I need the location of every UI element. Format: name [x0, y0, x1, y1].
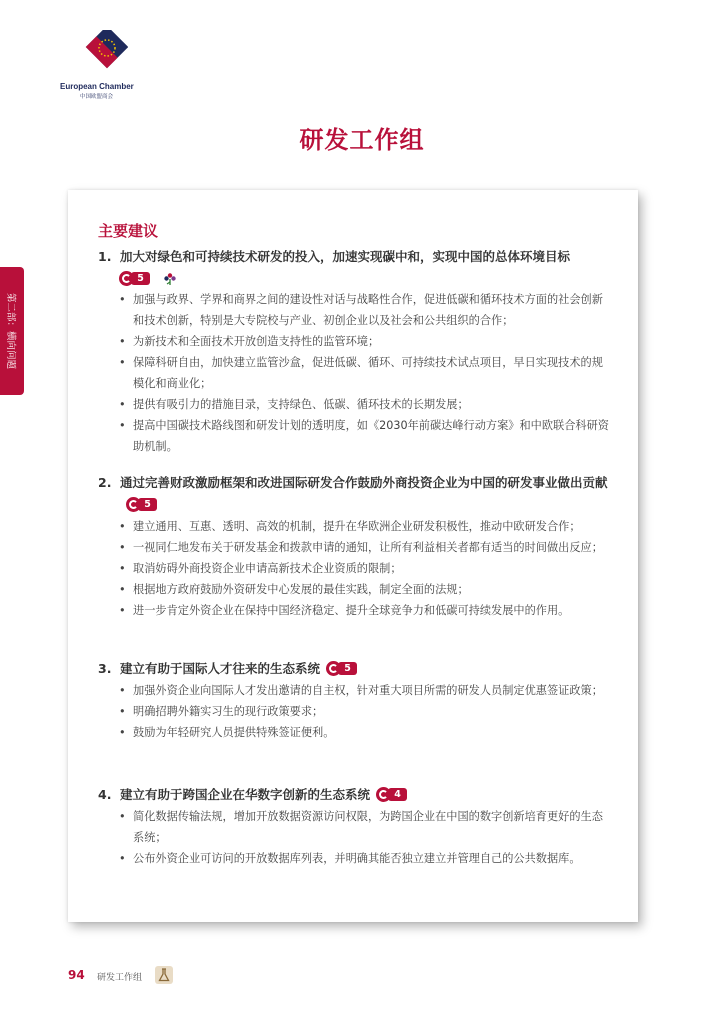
priority-number: 5: [131, 272, 150, 285]
priority-badge: [119, 271, 150, 286]
section-number: 4.: [98, 787, 112, 802]
bullet-item: • 保障科研自由，加快建立监管沙盒，促进低碳、循环、可持续技术试点项目，早日实现技术的规模化和商业化；: [119, 352, 609, 394]
recommendation-bullets: [119, 680, 609, 743]
recommendation-section: [68, 784, 638, 869]
bullet-item: • 一视同仁地发布关于研发基金和拨款申请的通知，让所有利益相关者都有适当的时间做出反应；: [119, 537, 609, 558]
logo-wordmark: European Chamber: [60, 82, 134, 91]
section-title-text: 建立有助于国际人才往来的生态系统: [120, 661, 321, 676]
priority-number: 5: [138, 498, 157, 511]
section-title-text: 加大对绿色和可持续技术研发的投入，加速实现碳中和，实现中国的总体环境目标: [120, 249, 571, 264]
flask-icon: [155, 966, 173, 984]
section-title: [98, 784, 613, 806]
bullet-item: • 公布外资企业可访问的开放数据库列表，并明确其能否独立建立并管理自己的公共数据库。: [119, 848, 609, 869]
european-chamber-logo: [60, 30, 150, 100]
bullet-item: • 提供有吸引力的措施目录，支持绿色、低碳、循环技术的长期发展；: [119, 394, 609, 415]
section-title: [98, 472, 613, 516]
bullet-item: • 为新技术和全面技术开放创造支持性的监管环境；: [119, 331, 609, 352]
bullet-item: • 简化数据传输法规，增加开放数据资源访问权限，为跨国企业在中国的数字创新培育更好的生态系统；: [119, 806, 609, 848]
bullet-item: • 明确招聘外籍实习生的现行政策要求；: [119, 701, 609, 722]
page-number: 94: [68, 968, 85, 982]
priority-badge: [376, 787, 407, 802]
priority-swirl-icon: [326, 661, 341, 676]
bullet-item: • 建立通用、互惠、透明、高效的机制，提升在华欧洲企业研发积极性，推动中欧研发合作；: [119, 516, 609, 537]
priority-badge: [326, 661, 357, 676]
section-number: 1.: [98, 249, 112, 264]
recommendation-bullets: [119, 516, 609, 621]
footer-label: 研发工作组: [97, 973, 143, 983]
priority-number: 5: [338, 662, 357, 675]
page-title: 研发工作组: [299, 126, 425, 154]
priority-number: 4: [388, 788, 407, 801]
card-heading: 主要建议: [98, 222, 159, 240]
bullet-item: • 根据地方政府鼓励外资研发中心发展的最佳实践，制定全面的法规；: [119, 579, 609, 600]
section-badges: [119, 269, 638, 289]
section-title-text: 通过完善财政激励框架和改进国际研发合作鼓励外商投资企业为中国的研发事业做出贡献: [120, 475, 608, 490]
priority-swirl-icon: [119, 271, 134, 286]
logo-chinese-name: 中国欧盟商会: [80, 94, 114, 100]
side-tab-label: 第二部：横向问题: [5, 292, 16, 370]
bullet-item: • 加强与政界、学界和商界之间的建设性对话与战略性合作，促进低碳和循环技术方面的社会创新和技术创新，特别是大专院校与产业、初创企业以及社会和公共组织的合作；: [119, 289, 609, 331]
section-number: 2.: [98, 475, 112, 490]
bullet-item: • 鼓励为年轻研究人员提供特殊签证便利。: [119, 722, 609, 743]
recommendations-card: [68, 190, 638, 922]
bullet-item: • 加强外资企业向国际人才发出邀请的自主权，针对重大项目所需的研发人员制定优惠签证政策；: [119, 680, 609, 701]
priority-badge: [126, 497, 157, 512]
chamber-emblem-icon: [78, 30, 128, 80]
flower-icon: [163, 272, 177, 286]
section-title: [98, 246, 613, 268]
section-title-text: 建立有助于跨国企业在华数字创新的生态系统: [120, 787, 371, 802]
recommendation-section: [68, 658, 638, 743]
priority-swirl-icon: [126, 497, 141, 512]
recommendation-bullets: [119, 806, 609, 869]
recommendation-section: [68, 246, 638, 457]
section-number: 3.: [98, 661, 112, 676]
bullet-item: • 提高中国碳技术路线图和研发计划的透明度，如《2030年前碳达峰行动方案》和中欧联合科研资助机制。: [119, 415, 609, 457]
section-side-tab: [0, 267, 24, 395]
bullet-item: • 进一步肯定外资企业在保持中国经济稳定、提升全球竞争力和低碳可持续发展中的作用。: [119, 600, 609, 621]
bullet-item: • 取消妨碍外商投资企业申请高新技术企业资质的限制；: [119, 558, 609, 579]
recommendation-bullets: [119, 289, 609, 457]
priority-swirl-icon: [376, 787, 391, 802]
recommendation-section: [68, 472, 638, 621]
section-title: [98, 658, 613, 680]
